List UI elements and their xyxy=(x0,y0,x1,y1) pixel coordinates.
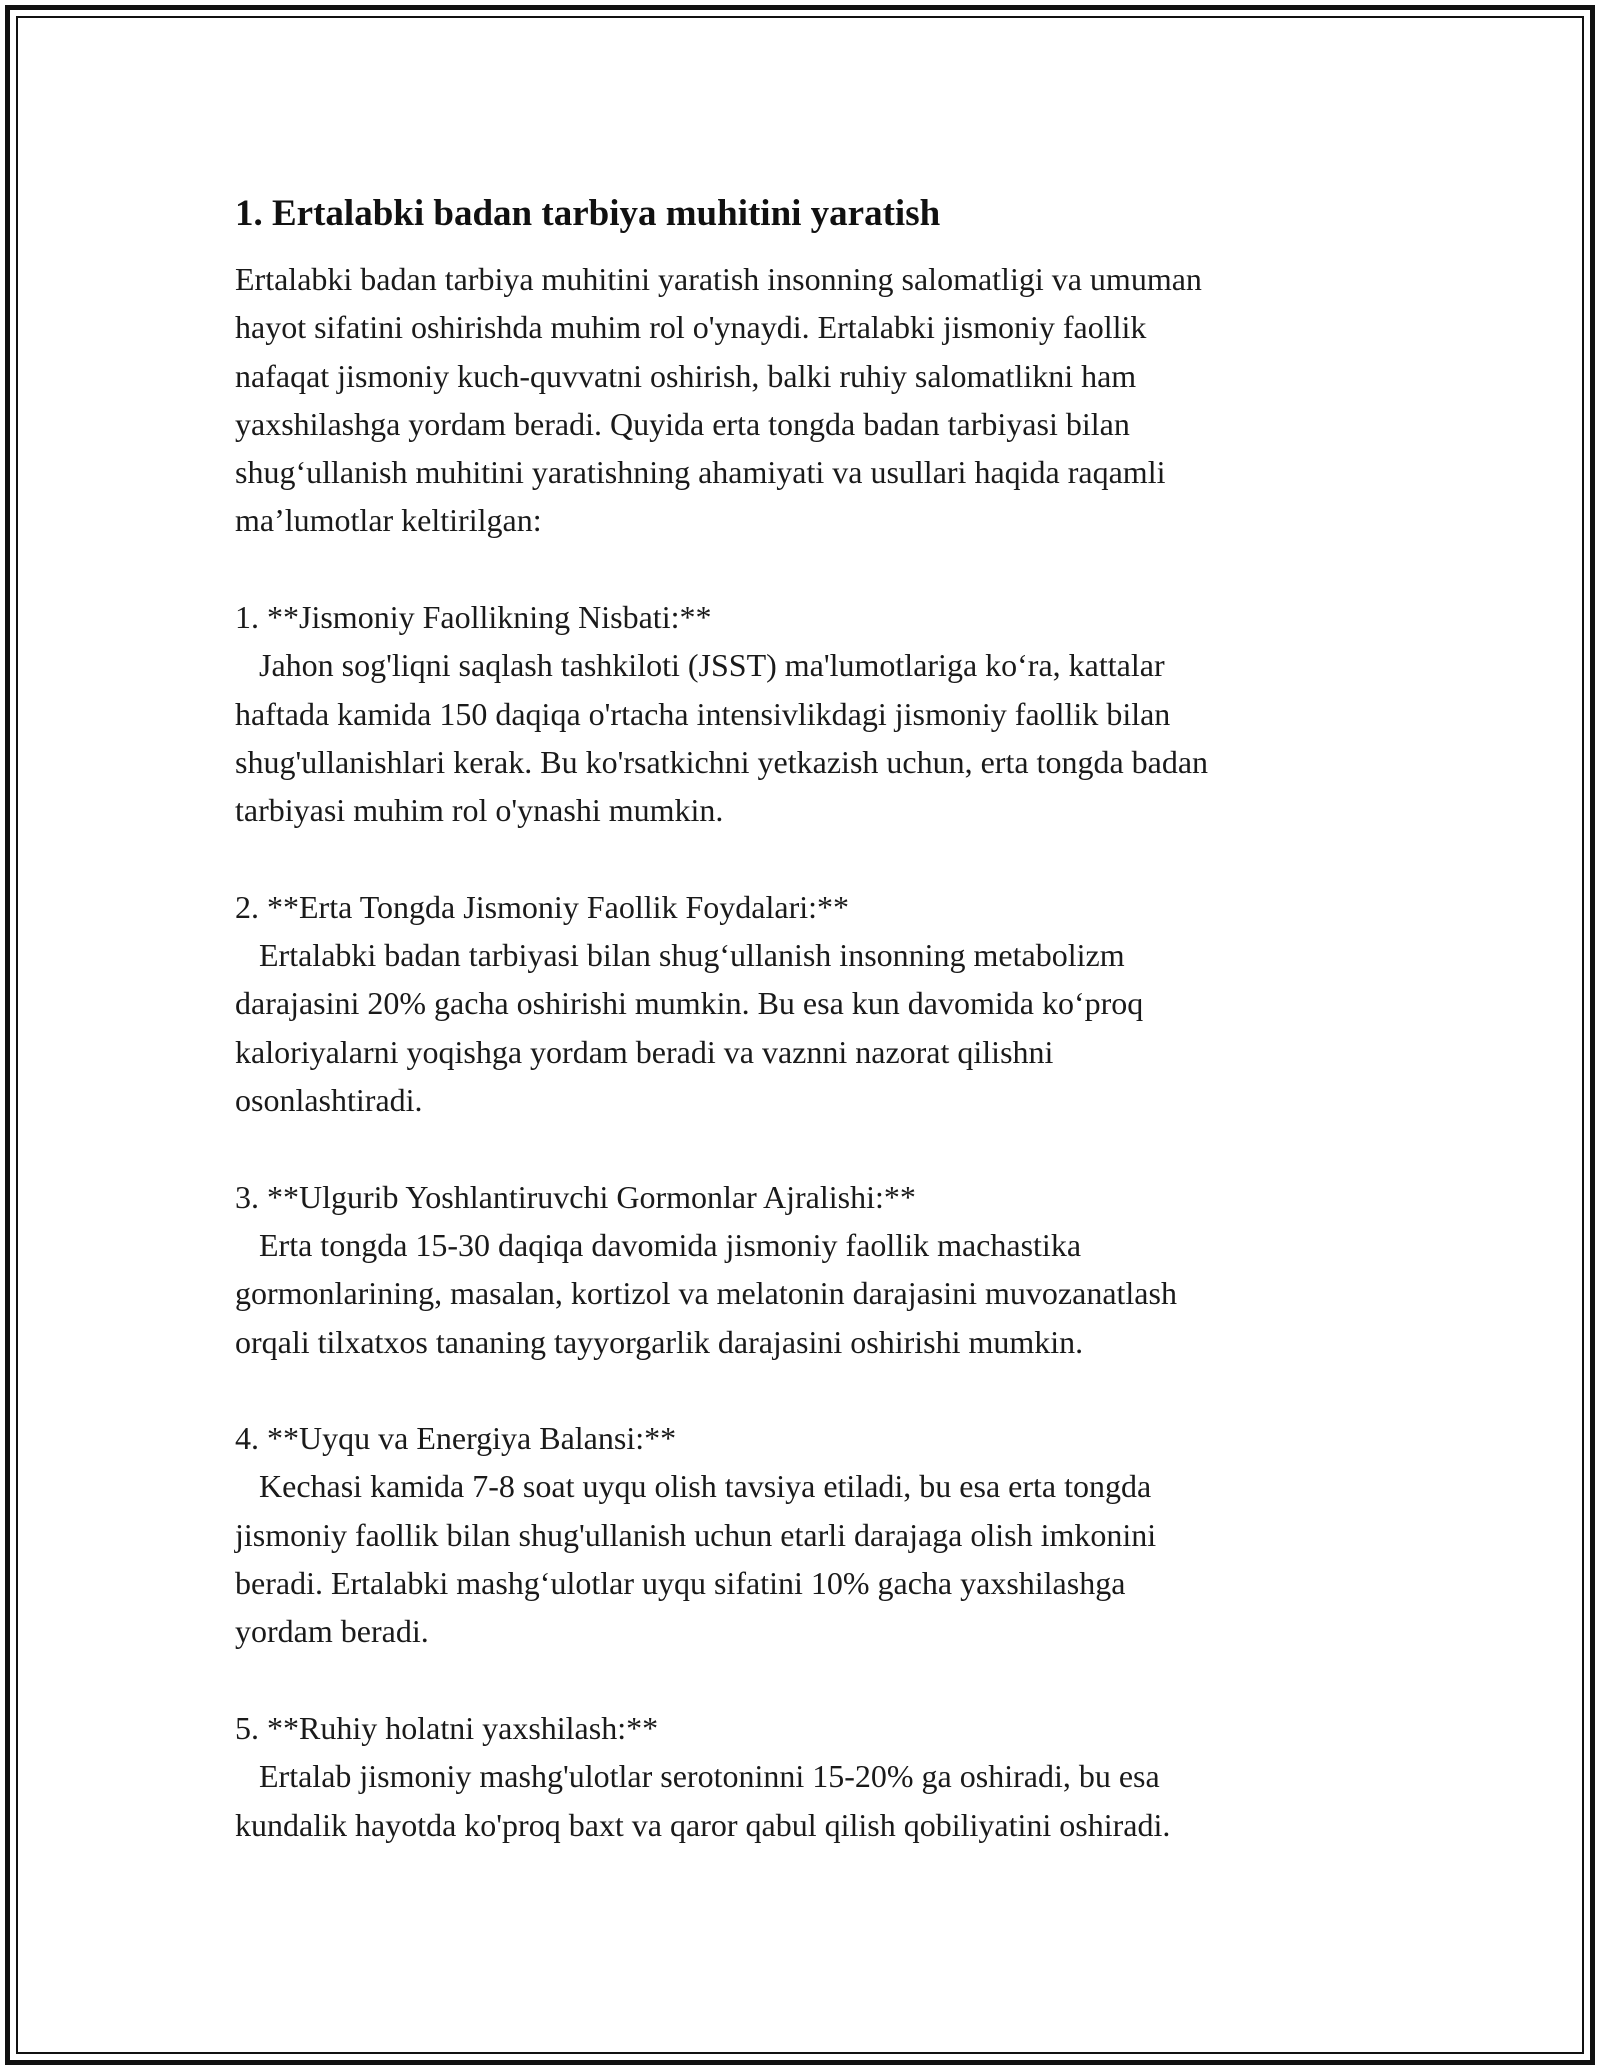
list-item-line: haftada kamida 150 daqiqa o'rtacha intensivlikdagi jismoniy faollik bilan xyxy=(235,695,1171,732)
list-item-line: Ertalabki badan tarbiyasi bilan shug‘ullanish insonning metabolizm xyxy=(235,937,1125,974)
list-item-line: darajasini 20% gacha oshirishi mumkin. Bu esa kun davomida ko‘proq xyxy=(235,985,1144,1022)
list-item-line: Erta tongda 15-30 daqiqa davomida jismoniy faollik machastika xyxy=(235,1226,1082,1263)
paragraph-gap xyxy=(235,1124,1375,1172)
paragraph-gap xyxy=(235,545,1375,593)
intro-line: Ertalabki badan tarbiya muhitini yaratish insonning salomatligi va umuman xyxy=(235,261,1202,297)
list-item-line: yordam beradi. xyxy=(235,1613,429,1650)
list-item-heading: 4. **Uyqu va Energiya Balansi:** xyxy=(235,1420,677,1457)
list-item-line: tarbiyasi muhim rol o'ynashi mumkin. xyxy=(235,792,724,829)
list-item-5 xyxy=(235,1704,1375,1849)
list-item-line: gormonlarining, masalan, kortizol va melatonin darajasini muvozanatlash xyxy=(235,1275,1177,1312)
list-item-line: orqali tilxatxos tananing tayyorgarlik darajasini oshirishi mumkin. xyxy=(235,1323,1084,1360)
list-item-4 xyxy=(235,1414,1375,1655)
intro-line: ma’lumotlar keltirilgan: xyxy=(235,502,542,539)
list-item-3 xyxy=(235,1173,1375,1366)
list-item-line: osonlashtiradi. xyxy=(235,1082,423,1119)
list-item-line: Jahon sog'liqni saqlash tashkiloti (JSST) ma'lumotlariga ko‘ra, kattalar xyxy=(235,647,1165,684)
list-item-line: jismoniy faollik bilan shug'ullanish uchun etarli darajaga olish imkonini xyxy=(235,1516,1157,1553)
paragraph-gap xyxy=(235,1366,1375,1414)
list-item-line: beradi. Ertalabki mashg‘ulotlar uyqu sifatini 10% gacha yaxshilashga xyxy=(235,1565,1126,1602)
paragraph-gap xyxy=(235,835,1375,883)
list-item-heading: 1. **Jismoniy Faollikning Nisbati:** xyxy=(235,599,712,636)
list-item-line: Kechasi kamida 7-8 soat uyqu olish tavsiya etiladi, bu esa erta tongda xyxy=(235,1468,1152,1505)
list-item-heading: 5. **Ruhiy holatni yaxshilash:** xyxy=(235,1709,659,1746)
intro-line: shug‘ullanish muhitini yaratishning ahamiyati va usullari haqida raqamli xyxy=(235,454,1166,491)
list-item-line: Ertalab jismoniy mashg'ulotlar serotoninni 15-20% ga oshiradi, bu esa xyxy=(235,1758,1160,1795)
list-item-heading: 2. **Erta Tongda Jismoniy Faollik Foydalari:** xyxy=(235,888,850,925)
list-item-line: kaloriyalarni yoqishga yordam beradi va vaznni nazorat qilishni xyxy=(235,1033,1054,1070)
paragraph-gap xyxy=(235,1656,1375,1704)
intro-line: yaxshilashga yordam beradi. Quyida erta tongda badan tarbiyasi bilan xyxy=(235,405,1130,442)
intro-paragraph xyxy=(235,255,1375,545)
intro-line: nafaqat jismoniy kuch-quvvatni oshirish, balki ruhiy salomatlikni ham xyxy=(235,357,1137,394)
list-item-line: kundalik hayotda ko'proq baxt va qaror qabul qilish qobiliyatini oshiradi. xyxy=(235,1806,1171,1843)
list-item-1 xyxy=(235,593,1375,834)
document-body xyxy=(235,187,1375,1849)
intro-line: hayot sifatini oshirishda muhim rol o'ynaydi. Ertalabki jismoniy faollik xyxy=(235,309,1147,346)
list-item-line: shug'ullanishlari kerak. Bu ko'rsatkichni yetkazish uchun, erta tongda badan xyxy=(235,743,1209,780)
section-title: 1. Ertalabki badan tarbiya muhitini yaratish xyxy=(235,193,941,234)
list-item-2 xyxy=(235,883,1375,1124)
list-item-heading: 3. **Ulgurib Yoshlantiruvchi Gormonlar Ajralishi:** xyxy=(235,1178,916,1215)
